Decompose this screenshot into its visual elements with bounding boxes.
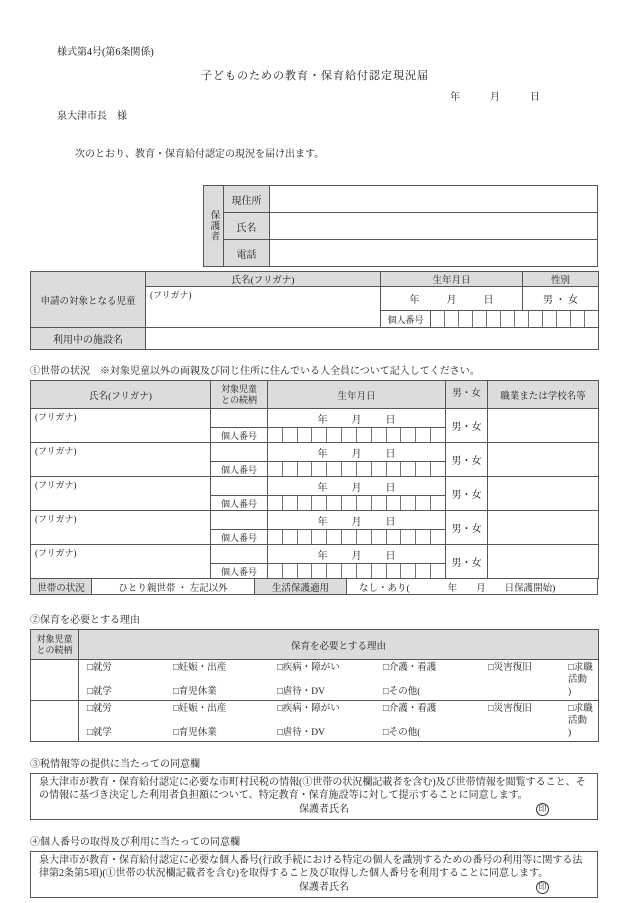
reason-relation-input[interactable] <box>31 660 79 701</box>
member-relation-input[interactable] <box>211 477 268 496</box>
furigana-label: (フリガナ) <box>35 412 77 422</box>
signature-label: 保護者氏名 <box>299 881 349 893</box>
checkbox-item[interactable]: □就学 <box>87 728 112 738</box>
checkbox-item[interactable]: □介護・看護 <box>383 663 437 673</box>
tax-consent-box <box>30 773 598 820</box>
member-sex-choice[interactable]: 男・女 <box>446 443 488 477</box>
checkbox-item <box>488 727 568 739</box>
member-name-input[interactable] <box>31 545 211 579</box>
checkbox-item[interactable]: □就学 <box>87 687 112 697</box>
member-birth-field[interactable]: 年 月 日 <box>268 477 446 496</box>
member-mynumber-cell <box>268 462 446 477</box>
guardian-name-input[interactable] <box>270 213 598 240</box>
checkbox-item[interactable]: □疾病・障がい <box>277 704 340 714</box>
seal-icon: 印 <box>536 803 549 816</box>
seal-icon: 印 <box>536 881 549 894</box>
member-mynumber-cell <box>268 564 446 579</box>
mynumber-consent-text: 泉大津市が教育・保育給付認定に必要な個人番号(行政手続における特定の個人を識別するための番号の利用等に関する法律第2条第5項)(①世帯の状況欄記載者を含む)を取得すること及び取得した個人番号を利用することに同意します。 <box>39 855 583 879</box>
member-birth-field[interactable]: 年 月 日 <box>268 443 446 462</box>
child-birth-header: 生年月日 <box>381 272 523 287</box>
checkbox-item[interactable]: □その他( <box>383 728 421 738</box>
mynumber-boxes[interactable] <box>268 530 445 544</box>
checkbox-item[interactable]: □就労 <box>87 704 112 714</box>
reason-table <box>30 629 599 742</box>
paren-close: ) <box>568 687 572 697</box>
furigana-label: (フリガナ) <box>35 514 77 524</box>
furigana-label: (フリガナ) <box>35 480 77 490</box>
addressee: 泉大津市長 様 <box>57 111 127 122</box>
checkbox-item <box>488 686 568 698</box>
member-row <box>31 443 599 462</box>
household-status-label: 世帯の状況 <box>30 578 92 595</box>
signature-label: 保護者氏名 <box>299 803 349 815</box>
furigana-label: (フリガナ) <box>150 290 192 300</box>
hh-birth-header: 生年月日 <box>268 381 446 409</box>
mynumber-label: 個人番号 <box>211 428 268 443</box>
member-name-input[interactable] <box>31 443 211 477</box>
child-name-input[interactable] <box>146 287 381 328</box>
section4-heading: ④個人番号の取得及び利用に当たっての同意欄 <box>30 837 240 848</box>
guardian-group-label: 保護者 <box>204 186 224 267</box>
guardian-address-input[interactable] <box>270 186 598 213</box>
checkbox-item[interactable]: □災害復旧 <box>488 663 532 673</box>
furigana-label: (フリガナ) <box>35 548 77 558</box>
checkbox-item[interactable]: □育児休業 <box>173 687 217 697</box>
child-row-label: 申請の対象となる児童 <box>31 272 146 328</box>
member-row <box>31 511 599 530</box>
mynumber-label: 個人番号 <box>211 496 268 511</box>
page-title: 子どものための教育・保育給付認定現況届 <box>201 70 429 82</box>
member-name-input[interactable] <box>31 409 211 443</box>
mynumber-boxes[interactable] <box>268 462 445 476</box>
household-status-options[interactable]: ひとり親世帯 ・ 左記以外 <box>92 578 255 595</box>
guardian-phone-input[interactable] <box>270 240 598 267</box>
member-name-input[interactable] <box>31 477 211 511</box>
reason-row <box>31 701 599 742</box>
checkbox-item[interactable]: □妊娠・出産 <box>173 663 227 673</box>
member-row <box>31 409 599 428</box>
hh-sex-header: 男・女 <box>446 381 488 409</box>
checkbox-item[interactable]: □育児休業 <box>173 728 217 738</box>
reason-row <box>31 660 599 701</box>
facility-label: 利用中の施設名 <box>31 328 146 350</box>
mynumber-boxes[interactable] <box>431 311 598 327</box>
child-sex-choice[interactable]: 男 ・ 女 <box>523 287 599 311</box>
form-number: 様式第4号(第6条関係) <box>57 47 154 58</box>
checkbox-item[interactable]: □求職活動 <box>568 663 593 685</box>
hh-relation-header: 対象児童 との続柄 <box>211 381 268 409</box>
member-sex-choice[interactable]: 男・女 <box>446 511 488 545</box>
member-sex-choice[interactable]: 男・女 <box>446 545 488 579</box>
section1-heading: ①世帯の状況 ※対象児童以外の両親及び同じ住所に住んでいる人全員について記入してください。 <box>30 366 480 377</box>
guardian-name-label: 氏名 <box>224 213 270 240</box>
section2-heading: ②保育を必要とする理由 <box>30 615 140 626</box>
guardian-address-label: 現住所 <box>224 186 270 213</box>
household-status-row <box>30 578 598 595</box>
child-sex-header: 性別 <box>523 272 599 287</box>
welfare-label: 生活保護適用 <box>255 578 347 595</box>
member-row <box>31 545 599 564</box>
hh-name-header: 氏名(フリガナ) <box>31 381 211 409</box>
member-mynumber-cell <box>268 428 446 443</box>
section3-heading: ③税情報等の提供に当たっての同意欄 <box>30 759 200 770</box>
date-line[interactable]: 年 月 日 <box>450 92 540 103</box>
mynumber-label: 個人番号 <box>211 564 268 579</box>
member-relation-input[interactable] <box>211 409 268 428</box>
welfare-options[interactable]: なし・あり( 年 月 日保護開始) <box>347 578 598 595</box>
member-sex-choice[interactable]: 男・女 <box>446 477 488 511</box>
reason-relation-header: 対象児童 との続柄 <box>31 630 79 660</box>
member-occupation-input[interactable] <box>488 511 599 545</box>
child-name-header: 氏名(フリガナ) <box>146 272 381 287</box>
member-name-input[interactable] <box>31 511 211 545</box>
reason-relation-input[interactable] <box>31 701 79 742</box>
mynumber-consent-box <box>30 851 598 898</box>
mynumber-label: 個人番号 <box>381 311 431 327</box>
member-row <box>31 477 599 496</box>
checkbox-item[interactable]: □介護・看護 <box>383 704 437 714</box>
tax-consent-text: 泉大津市が教育・保育給付認定に必要な市町村民税の情報(①世帯の状況欄記載者を含む)及び世帯情報を閲覧すること、その情報に基づき決定した利用者負担額について、特定教育・保育施設等に対して提示することに同意します。 <box>39 777 586 801</box>
mynumber-boxes[interactable] <box>268 564 445 578</box>
checkbox-item[interactable]: □就労 <box>87 663 112 673</box>
checkbox-item[interactable]: □その他( <box>383 687 421 697</box>
day-label: 日 <box>483 295 494 306</box>
member-birth-field[interactable]: 年 月 日 <box>268 545 446 564</box>
guardian-phone-label: 電話 <box>224 240 270 267</box>
checkbox-item[interactable]: □災害復旧 <box>488 704 532 714</box>
member-mynumber-cell <box>268 530 446 545</box>
member-relation-input[interactable] <box>211 443 268 462</box>
member-occupation-input[interactable] <box>488 477 599 511</box>
member-occupation-input[interactable] <box>488 409 599 443</box>
member-birth-field[interactable]: 年 月 日 <box>268 511 446 530</box>
hh-occupation-header: 職業または学校名等 <box>488 381 599 409</box>
member-relation-input[interactable] <box>211 511 268 530</box>
member-relation-input[interactable] <box>211 545 268 564</box>
paren-close: ) <box>568 728 572 738</box>
mynumber-label: 個人番号 <box>211 462 268 477</box>
reason-header: 保育を必要とする理由 <box>79 630 599 660</box>
member-occupation-input[interactable] <box>488 545 599 579</box>
guardian-table <box>203 185 600 267</box>
mynumber-boxes[interactable] <box>268 496 445 510</box>
member-occupation-input[interactable] <box>488 443 599 477</box>
intro-text: 次のとおり、教育・保育給付認定の現況を届け出ます。 <box>75 149 325 160</box>
checkbox-item[interactable]: □疾病・障がい <box>277 663 340 673</box>
facility-input[interactable] <box>146 328 599 350</box>
child-table <box>30 271 599 350</box>
member-birth-field[interactable]: 年 月 日 <box>268 409 446 428</box>
member-sex-choice[interactable]: 男・女 <box>446 409 488 443</box>
month-label: 月 <box>446 295 457 306</box>
mynumber-label: 個人番号 <box>211 530 268 545</box>
checkbox-item[interactable]: □虐待・DV <box>277 728 325 738</box>
child-birth-field[interactable] <box>381 287 523 311</box>
child-mynumber-row <box>381 311 599 328</box>
checkbox-item[interactable]: □虐待・DV <box>277 687 325 697</box>
furigana-label: (フリガナ) <box>35 446 77 456</box>
signature-row[interactable] <box>39 802 589 816</box>
household-table <box>30 380 599 579</box>
checkbox-item[interactable]: □妊娠・出産 <box>173 704 227 714</box>
member-mynumber-cell <box>268 496 446 511</box>
checkbox-item[interactable]: □求職活動 <box>568 704 593 726</box>
year-label: 年 <box>409 295 420 306</box>
mynumber-boxes[interactable] <box>268 428 445 442</box>
signature-row[interactable] <box>39 880 589 894</box>
